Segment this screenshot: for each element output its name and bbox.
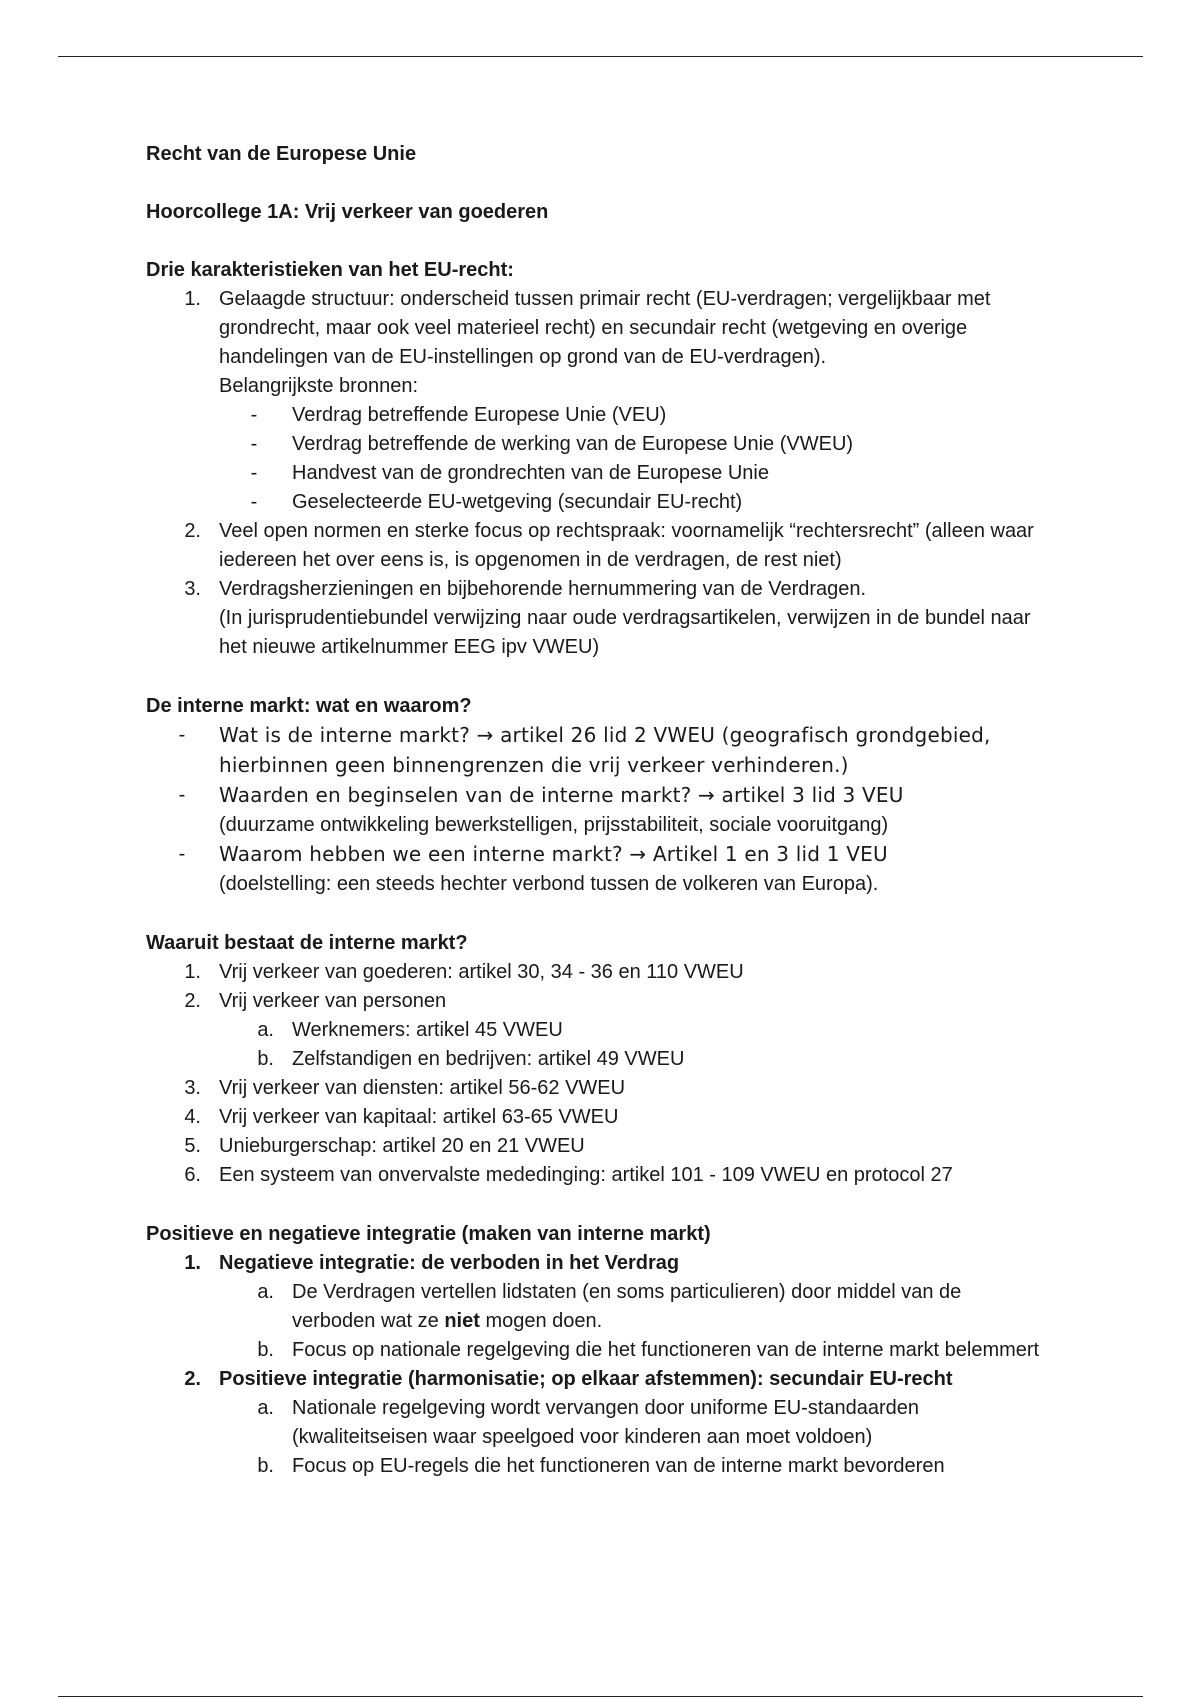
list-item: [146, 1161, 1046, 1190]
lecture-title: Hoorcollege 1A: Vrij verkeer van goederen: [146, 201, 549, 223]
list-marker: 1.: [184, 1252, 201, 1274]
sub-list-text: Geselecteerde EU-wetgeving (secundair EU-recht): [292, 491, 743, 513]
sub-list-text: Handvest van de grondrechten van de Europese Unie: [292, 462, 769, 484]
list-marker: a.: [257, 1019, 274, 1041]
list-item: [146, 721, 1046, 781]
list-marker: 3.: [184, 578, 201, 600]
list-marker: 5.: [184, 1135, 201, 1157]
list-marker: 6.: [184, 1164, 201, 1186]
question-detail: (doelstelling: een steeds hechter verbond tussen de volkeren van Europa).: [219, 873, 879, 895]
dash-bullet: -: [178, 843, 186, 865]
list-item: [146, 958, 1046, 987]
list-marker: 4.: [184, 1106, 201, 1128]
list-marker: b.: [257, 1339, 274, 1361]
list-item-text: Vrij verkeer van kapitaal: artikel 63-65 VWEU: [219, 1106, 619, 1128]
sub-list-text: Zelfstandigen en bedrijven: artikel 49 VWEU: [292, 1048, 685, 1070]
section-heading-integration: Positieve en negatieve integratie (maken van interne markt): [146, 1223, 711, 1245]
list-item-extra: Belangrijkste bronnen:: [219, 375, 419, 397]
list-item: [146, 840, 1046, 899]
sub-list-item: [146, 1394, 1046, 1452]
list-marker: 2.: [184, 1368, 201, 1390]
list-item-text: Veel open normen en sterke focus op rechtspraak: voornamelijk “rechtersrecht” (alleen waar iedereen het over eens is, is opgenomen in de verdragen, de rest niet): [219, 520, 1034, 571]
sub-list-item: [146, 430, 1046, 459]
list-marker: 1.: [184, 961, 201, 983]
list-item: [146, 781, 1046, 840]
list-item-text: Vrij verkeer van goederen: artikel 30, 34 - 36 en 110 VWEU: [219, 961, 744, 983]
sub-list-item: [146, 401, 1046, 430]
list-item-text: Een systeem van onvervalste mededinging: artikel 101 - 109 VWEU en protocol 27: [219, 1164, 953, 1186]
sub-list-item: [146, 1278, 1046, 1336]
sub-list-text: De Verdragen vertellen lidstaten (en soms particulieren) door middel van de verboden wat ze: [292, 1281, 962, 1332]
emphasis-text: niet: [444, 1310, 480, 1332]
list-item-extra: (In jurisprudentiebundel verwijzing naar oude verdragsartikelen, verwijzen in de bundel naar het nieuwe artikelnummer EEG ipv VWEU): [219, 607, 1031, 658]
sub-list-text: Nationale regelgeving wordt vervangen door uniforme EU-standaarden (kwaliteitseisen waar speelgoed voor kinderen aan moet voldoen): [292, 1397, 920, 1448]
sub-list-text: Verdrag betreffende Europese Unie (VEU): [292, 404, 667, 426]
list-item: [146, 517, 1046, 575]
list-item-text: Verdragsherzieningen en bijbehorende hernummering van de Verdragen.: [219, 578, 867, 600]
sub-list-text: mogen doen.: [485, 1310, 603, 1332]
sub-list-item: [146, 1336, 1046, 1365]
list-marker: 3.: [184, 1077, 201, 1099]
list-item: [146, 987, 1046, 1016]
list-marker: 2.: [184, 520, 201, 542]
list-marker: 1.: [184, 288, 201, 310]
dash-bullet: -: [250, 462, 258, 484]
list-item-text: Negatieve integratie: de verboden in het Verdrag: [219, 1252, 680, 1274]
list-item: [146, 285, 1046, 401]
list-item-text: Vrij verkeer van personen: [219, 990, 447, 1012]
question-text: Waarom hebben we een interne markt? → Artikel 1 en 3 lid 1 VEU: [219, 842, 888, 866]
sub-list-text: Werknemers: artikel 45 VWEU: [292, 1019, 563, 1041]
dash-bullet: -: [250, 491, 258, 513]
sub-list-text: Focus op nationale regelgeving die het functioneren van de interne markt belemmert: [292, 1339, 1040, 1361]
list-item: [146, 1249, 1046, 1278]
sub-list-item: [146, 1045, 1046, 1074]
section-heading-characteristics: Drie karakteristieken van het EU-recht:: [146, 259, 514, 281]
sub-list-text: Focus op EU-regels die het functioneren van de interne markt bevorderen: [292, 1455, 945, 1477]
list-item-text: Vrij verkeer van diensten: artikel 56-62 VWEU: [219, 1077, 626, 1099]
header-rule: [58, 56, 1143, 57]
list-marker: a.: [257, 1397, 274, 1419]
question-detail: (duurzame ontwikkeling bewerkstelligen, prijsstabiliteit, sociale vooruitgang): [219, 814, 889, 836]
sub-list-item: [146, 1016, 1046, 1045]
list-item: [146, 1365, 1046, 1394]
dash-bullet: -: [250, 404, 258, 426]
list-item: [146, 1132, 1046, 1161]
list-marker: b.: [257, 1455, 274, 1477]
list-item-text: Gelaagde structuur: onderscheid tussen primair recht (EU-verdragen; vergelijkbaar met grondrecht, maar ook veel materieel recht) en secundair recht (wetgeving en overige handelingen van de EU-instellingen op grond van de EU-verdragen).: [219, 288, 991, 368]
document-page: [146, 140, 1046, 1481]
list-marker: b.: [257, 1048, 274, 1070]
list-marker: 2.: [184, 990, 201, 1012]
dash-bullet: -: [178, 784, 186, 806]
dash-bullet: -: [178, 724, 186, 746]
document-title: Recht van de Europese Unie: [146, 143, 417, 165]
list-item-text: Positieve integratie (harmonisatie; op elkaar afstemmen): secundair EU-recht: [219, 1368, 953, 1390]
list-item: [146, 1103, 1046, 1132]
section-heading-internal-market: De interne markt: wat en waarom?: [146, 695, 472, 717]
sub-list-item: [146, 459, 1046, 488]
list-item: [146, 575, 1046, 662]
question-text: Waarden en beginselen van de interne markt? → artikel 3 lid 3 VEU: [219, 783, 904, 807]
footer-rule: [58, 1696, 1143, 1697]
list-marker: a.: [257, 1281, 274, 1303]
section-heading-composition: Waaruit bestaat de interne markt?: [146, 932, 468, 954]
list-item-text: Unieburgerschap: artikel 20 en 21 VWEU: [219, 1135, 585, 1157]
sub-list-item: [146, 488, 1046, 517]
question-text: Wat is de interne markt? → artikel 26 lid 2 VWEU (geografisch grondgebied, hierbinnen geen binnengrenzen die vrij verkeer verhinderen.): [219, 723, 991, 777]
sub-list-item: [146, 1452, 1046, 1481]
list-item: [146, 1074, 1046, 1103]
sub-list-text: Verdrag betreffende de werking van de Europese Unie (VWEU): [292, 433, 854, 455]
dash-bullet: -: [250, 433, 258, 455]
